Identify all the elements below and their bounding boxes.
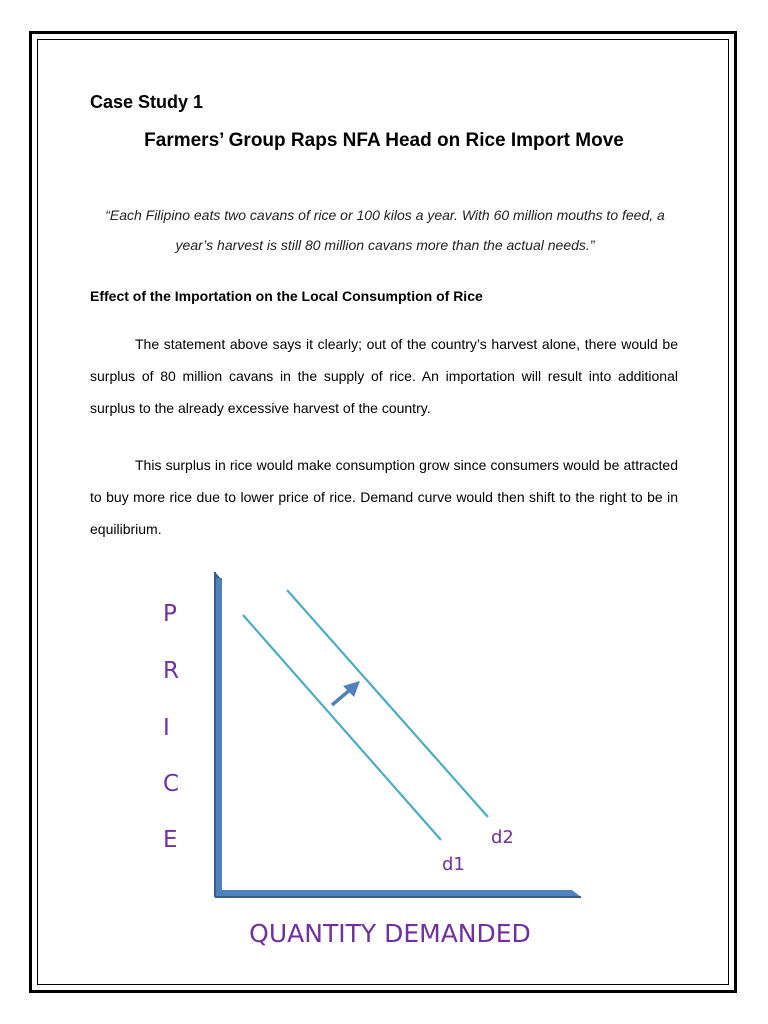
demand-curve-d2 [287, 590, 488, 817]
case-study-label: Case Study 1 [90, 92, 204, 112]
curve-label-d2: d2 [491, 827, 514, 848]
shift-arrow-shaft [332, 689, 351, 705]
x-axis-label: QUANTITY DEMANDED [249, 919, 531, 948]
paragraph-1: The statement above says it clearly; out of the country’s harvest alone, there would be surplus of 80 million cavans in the supply of rice. An importation will result into additional surplus to the already excessive harvest of the country. [90, 336, 678, 416]
y-axis-letter: E [163, 827, 178, 853]
case-study-title: Farmers’ Group Raps NFA Head on Rice Import Move [144, 130, 624, 151]
curve-label-d1: d1 [442, 854, 465, 875]
y-axis-letter: R [163, 658, 179, 684]
y-axis-letter: P [163, 601, 177, 627]
paragraph-2: This surplus in rice would make consumption grow since consumers would be attracted to buy more rice due to lower price of rice. Demand curve would then shift to the right to be in equilibrium. [90, 457, 678, 537]
demand-curve-d1 [243, 615, 441, 840]
y-axis-letter: I [163, 715, 170, 741]
quote-text: “Each Filipino eats two cavans of rice or 100 kilos a year. With 60 million mouths to feed, a year’s harvest is still 80 million cavans more than the actual needs.” [105, 207, 665, 253]
section-subheading: Effect of the Importation on the Local Consumption of Rice [90, 288, 483, 304]
y-axis-face [215, 578, 222, 895]
x-axis-bar [215, 890, 581, 897]
y-axis-letter: C [163, 771, 180, 797]
